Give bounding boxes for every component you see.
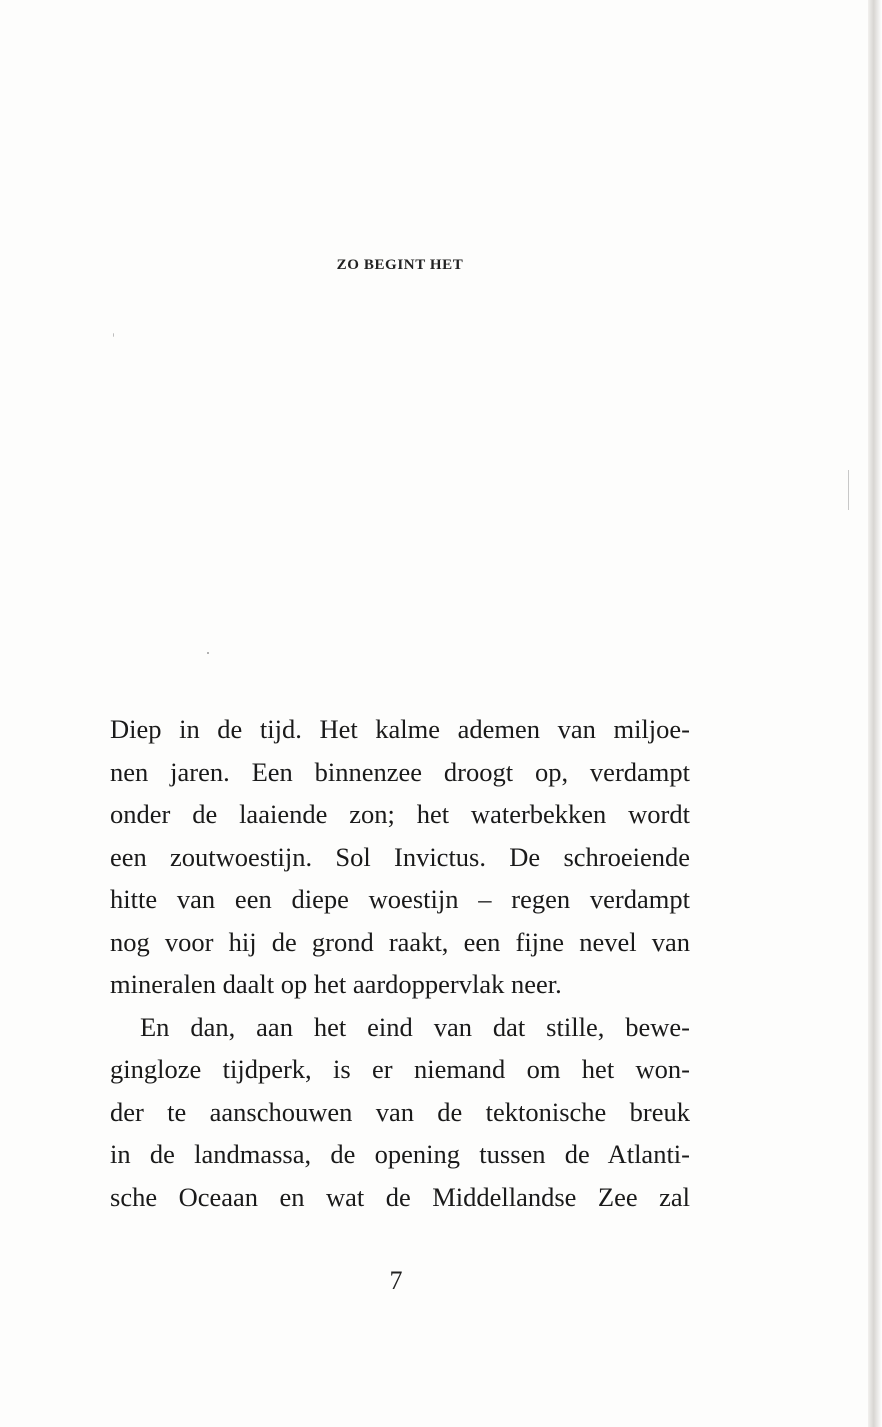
page-edge — [868, 0, 882, 1427]
text-line: gingloze tijdperk, is er niemand om het won- — [110, 1054, 690, 1084]
text-line: nen jaren. Een binnenzee droogt op, verdampt — [110, 756, 690, 787]
text-line: onder de laaiende zon; het waterbekken wordt — [110, 799, 690, 829]
text-line: nog voor hij de grond raakt, een fijne nevel van — [110, 926, 690, 957]
paragraph-1 — [110, 708, 690, 1006]
body-text — [110, 708, 690, 1218]
text-line: sche Oceaan en wat de Middellandse Zee zal — [110, 1181, 690, 1212]
text-line: hitte van een diepe woestijn – regen verdampt — [110, 884, 690, 914]
paragraph-2 — [110, 1006, 690, 1219]
running-head: ZO BEGINT HET — [336, 257, 464, 273]
text-line: in de landmassa, de opening tussen de Atlanti- — [110, 1139, 690, 1169]
text-line: een zoutwoestijn. Sol Invictus. De schroeiende — [110, 841, 690, 872]
page-number: 7 — [389, 1266, 403, 1295]
paper-speck — [848, 470, 849, 510]
text-line: En dan, aan het eind van dat stille, bewe- — [140, 1011, 690, 1042]
text-line: mineralen daalt op het aardoppervlak neer. — [110, 969, 562, 999]
paper-speck — [207, 652, 209, 654]
text-line: Diep in de tijd. Het kalme ademen van miljoe- — [110, 714, 690, 744]
paper-speck — [113, 333, 114, 337]
text-line: der te aanschouwen van de tektonische breuk — [110, 1096, 690, 1127]
